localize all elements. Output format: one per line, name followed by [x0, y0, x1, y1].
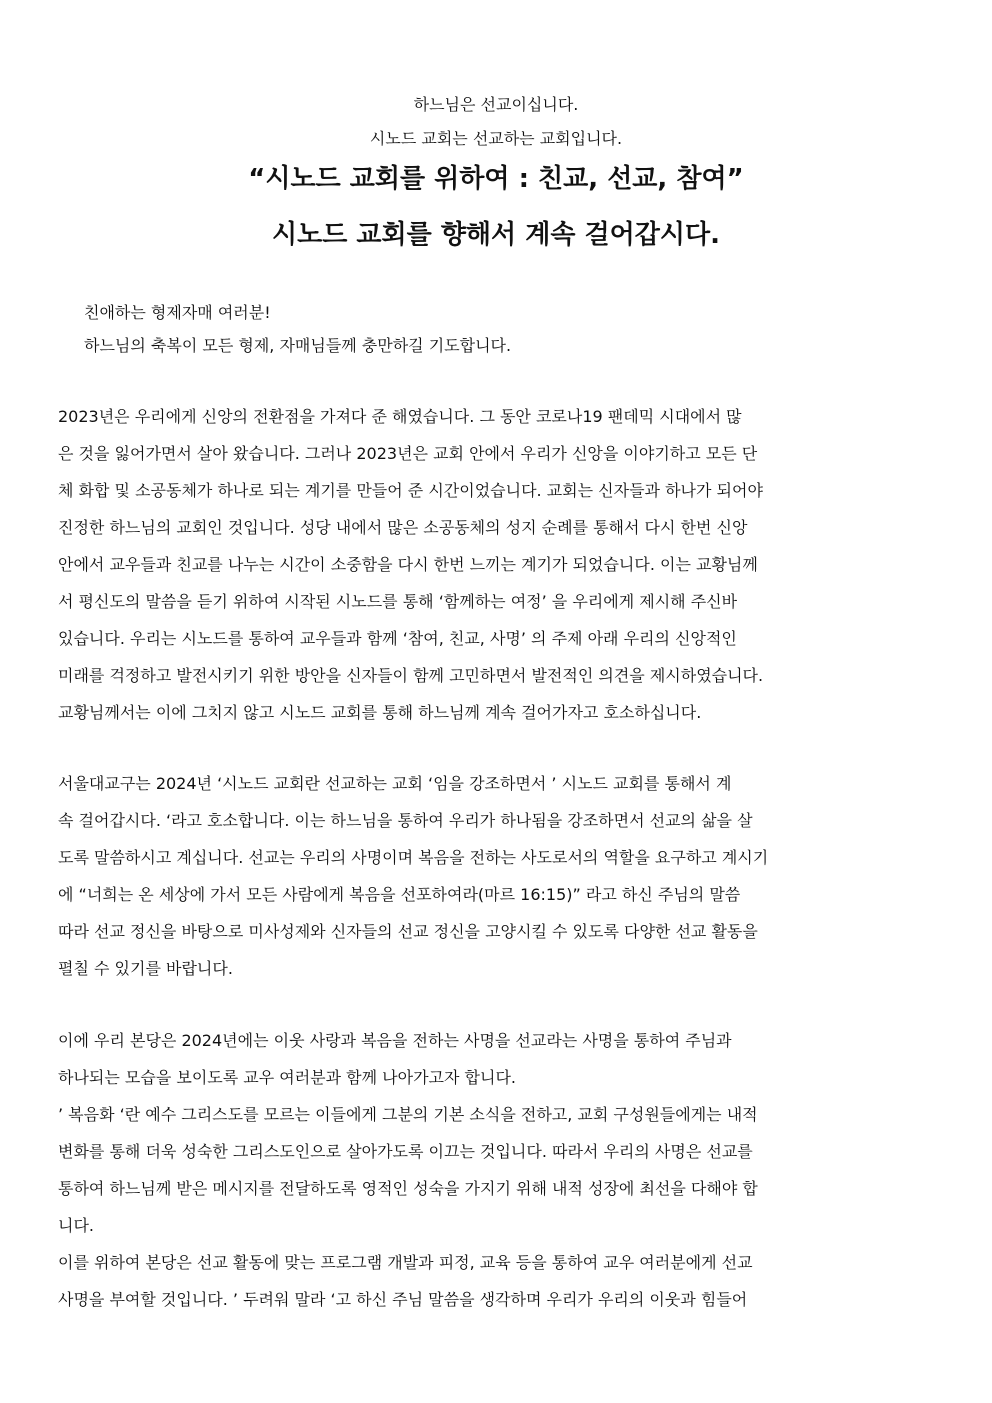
text-line: 에 “너희는 온 세상에 가서 모든 사람에게 복음을 선포하여라(마르 16:15)” 라고 하신 주님의 말씀 — [58, 885, 741, 904]
text-line: 미래를 걱정하고 발전시키기 위한 방안을 신자들이 함께 고민하면서 발전적인 의견을 제시하였습니다. — [58, 666, 764, 685]
text-line: 체 화합 및 소공동체가 하나로 되는 계기를 만들어 준 시간이었습니다. 교회는 신자들과 하나가 되어야 — [58, 481, 763, 500]
text-line: 펼칠 수 있기를 바랍니다. — [58, 959, 233, 978]
text-line: 변화를 통해 더욱 성숙한 그리스도인으로 살아가도록 이끄는 것입니다. 따라서 우리의 사명은 선교를 — [58, 1142, 753, 1161]
text-line: 따라 선교 정신을 바탕으로 미사성제와 신자들의 선교 정신을 고양시킬 수 있도록 다양한 선교 활동을 — [58, 922, 758, 941]
text-line: 서 평신도의 말씀을 듣기 위하여 시작된 시노드를 통해 ‘함께하는 여정’ 을 우리에게 제시해 주신바 — [58, 592, 738, 611]
paragraph-1 — [58, 398, 938, 731]
text-line: 이에 우리 본당은 2024년에는 이웃 사랑과 복음을 전하는 사명을 선교라는 사명을 통하여 주님과 — [58, 1031, 732, 1050]
text-line: 도록 말씀하시고 계십니다. 선교는 우리의 사명이며 복음을 전하는 사도로서의 역할을 요구하고 계시기 — [58, 848, 769, 867]
text-line: 있습니다. 우리는 시노드를 통하여 교우들과 함께 ‘참여, 친교, 사명’ 의 주제 아래 우리의 신앙적인 — [58, 629, 737, 648]
text-line: 사명을 부여할 것입니다. ’ 두려워 말라 ‘고 하신 주님 말씀을 생각하며 우리가 우리의 이웃과 힘들어 — [58, 1290, 748, 1309]
text-line: 하나되는 모습을 보이도록 교우 여러분과 함께 나아가고자 합니다. — [58, 1068, 517, 1087]
header-line-2: 시노드 교회는 선교하는 교회입니다. — [369, 129, 623, 148]
greeting-line-1: 친애하는 형제자매 여러분! — [84, 303, 271, 322]
greeting-line-2: 하느님의 축복이 모든 형제, 자매님들께 충만하길 기도합니다. — [84, 336, 512, 355]
document-subtitle: 시노드 교회를 향해서 계속 걸어갑시다. — [272, 220, 720, 250]
text-line: 진정한 하느님의 교회인 것입니다. 성당 내에서 많은 소공동체의 성지 순례를 통해서 다시 한번 신앙 — [58, 518, 748, 537]
paragraph-2 — [58, 765, 938, 987]
text-line: 은 것을 잃어가면서 살아 왔습니다. 그러나 2023년은 교회 안에서 우리가 신앙을 이야기하고 모든 단 — [58, 444, 758, 463]
header-line-1: 하느님은 선교이십니다. — [413, 95, 579, 114]
text-line: 속 걸어갑시다. ‘라고 호소합니다. 이는 하느님을 통하여 우리가 하나됨을 강조하면서 선교의 삶을 살 — [58, 811, 753, 830]
text-line: 이를 위하여 본당은 선교 활동에 맞는 프로그램 개발과 피정, 교육 등을 통하여 교우 여러분에게 선교 — [58, 1253, 753, 1272]
text-line: 통하여 하느님께 받은 메시지를 전달하도록 영적인 성숙을 가지기 위해 내적 성장에 최선을 다해야 합 — [58, 1179, 758, 1198]
text-line: ’ 복음화 ‘란 예수 그리스도를 모르는 이들에게 그분의 기본 소식을 전하고, 교회 구성원들에게는 내적 — [58, 1105, 758, 1124]
document-title: “시노드 교회를 위하여 : 친교, 선교, 참여” — [248, 164, 744, 194]
text-line: 니다. — [58, 1216, 94, 1235]
text-line: 안에서 교우들과 친교를 나누는 시간이 소중함을 다시 한번 느끼는 계기가 되었습니다. 이는 교황님께 — [58, 555, 758, 574]
text-line: 2023년은 우리에게 신앙의 전환점을 가져다 준 해였습니다. 그 동안 코로나19 팬데믹 시대에서 많 — [58, 407, 742, 426]
paragraph-3 — [58, 1022, 938, 1318]
text-line: 교황님께서는 이에 그치지 않고 시노드 교회를 통해 하느님께 계속 걸어가자고 호소하십니다. — [58, 703, 702, 722]
text-line: 서울대교구는 2024년 ‘시노드 교회란 선교하는 교회 ‘임을 강조하면서 ’ 시노드 교회를 통해서 계 — [58, 774, 732, 793]
